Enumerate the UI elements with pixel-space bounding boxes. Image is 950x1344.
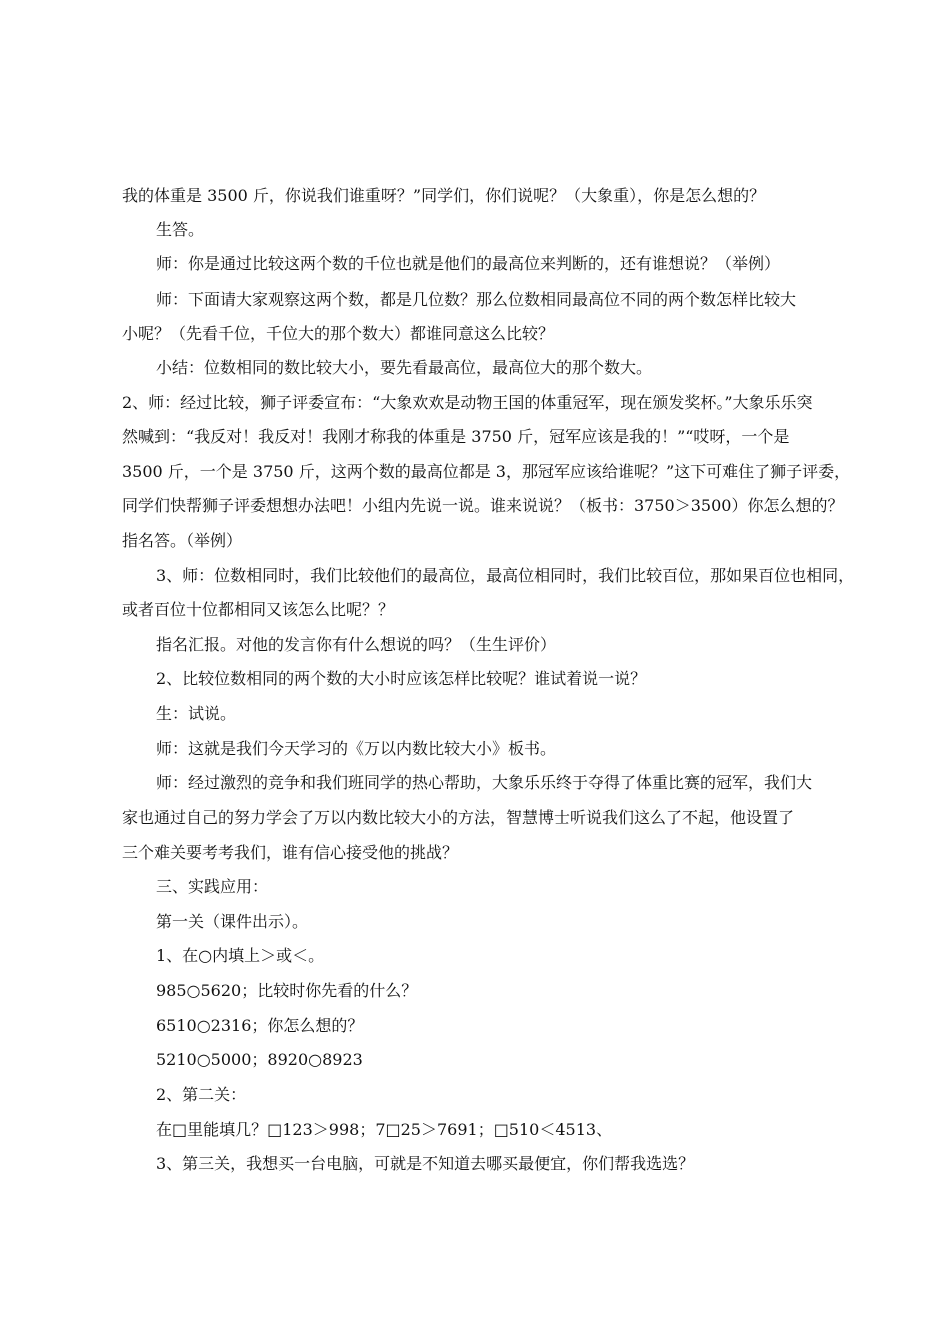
- text-line: 师：你是通过比较这两个数的千位也就是他们的最高位来判断的，还有谁想说？（举例）: [156, 254, 781, 273]
- text-line: 指名汇报。对他的发言你有什么想说的吗？（生生评价）: [156, 635, 557, 654]
- text-line: 小结：位数相同的数比较大小，要先看最高位，最高位大的那个数大。: [156, 358, 653, 377]
- text-line: 2、第二关：: [156, 1085, 247, 1104]
- text-line: 家也通过自己的努力学会了万以内数比较大小的方法，智慧博士听说我们这么了不起，他设置了: [122, 808, 795, 827]
- text-line: 同学们快帮狮子评委想想办法吧！小组内先说一说。谁来说说？（板书：3750＞3500）你怎么想的？: [122, 496, 844, 515]
- text-line: 在□里能填几？□123＞998；7□25＞7691；□510＜4513、: [156, 1120, 613, 1139]
- text-line: 1、在○内填上＞或＜。: [156, 946, 325, 965]
- text-line: 生：试说。: [156, 704, 237, 723]
- text-line: 师：这就是我们今天学习的《万以内数比较大小》板书。: [156, 739, 557, 758]
- text-line: 小呢？（先看千位，千位大的那个数大）都谁同意这么比较？: [122, 324, 555, 343]
- text-line: 指名答。（举例）: [122, 531, 243, 550]
- text-line: 三、实践应用：: [156, 877, 269, 896]
- text-line: 985○5620；比较时你先看的什么？: [156, 981, 418, 1000]
- text-line: 第一关（课件出示）。: [156, 912, 309, 931]
- text-line: 3、师：位数相同时，我们比较他们的最高位，最高位相同时，我们比较百位，那如果百位也相同，: [156, 566, 855, 585]
- text-line: 师：经过激烈的竞争和我们班同学的热心帮助，大象乐乐终于夺得了体重比赛的冠军，我们大: [156, 773, 813, 792]
- text-line: 师：下面请大家观察这两个数，都是几位数？那么位数相同最高位不同的两个数怎样比较大: [156, 290, 797, 309]
- text-line: 或者百位十位都相同又该怎么比呢？？: [122, 600, 395, 619]
- text-line: 2、师：经过比较，狮子评委宣布：“大象欢欢是动物王国的体重冠军，现在颁发奖杯。”大象乐乐突: [122, 393, 813, 412]
- text-line: 6510○2316；你怎么想的？: [156, 1016, 364, 1035]
- text-line: 3500 斤，一个是 3750 斤，这两个数的最高位都是 3，那冠军应该给谁呢？”这下可难住了狮子评委，: [122, 462, 851, 481]
- text-line: 生答。: [156, 220, 205, 239]
- text-line: 3、第三关，我想买一台电脑，可就是不知道去哪买最便宜，你们帮我选选？: [156, 1154, 695, 1173]
- text-line: 三个难关要考考我们，谁有信心接受他的挑战？: [122, 843, 459, 862]
- text-line: 然喊到：“我反对！我反对！我刚才称我的体重是 3750 斤，冠军应该是我的！”“哎呀，一个是: [122, 427, 790, 446]
- text-line: 我的体重是 3500 斤，你说我们谁重呀？”同学们，你们说呢？（大象重），你是怎么想的？: [122, 186, 766, 205]
- text-line: 5210○5000；8920○8923: [156, 1050, 363, 1069]
- text-line: 2、比较位数相同的两个数的大小时应该怎样比较呢？谁试着说一说？: [156, 669, 647, 688]
